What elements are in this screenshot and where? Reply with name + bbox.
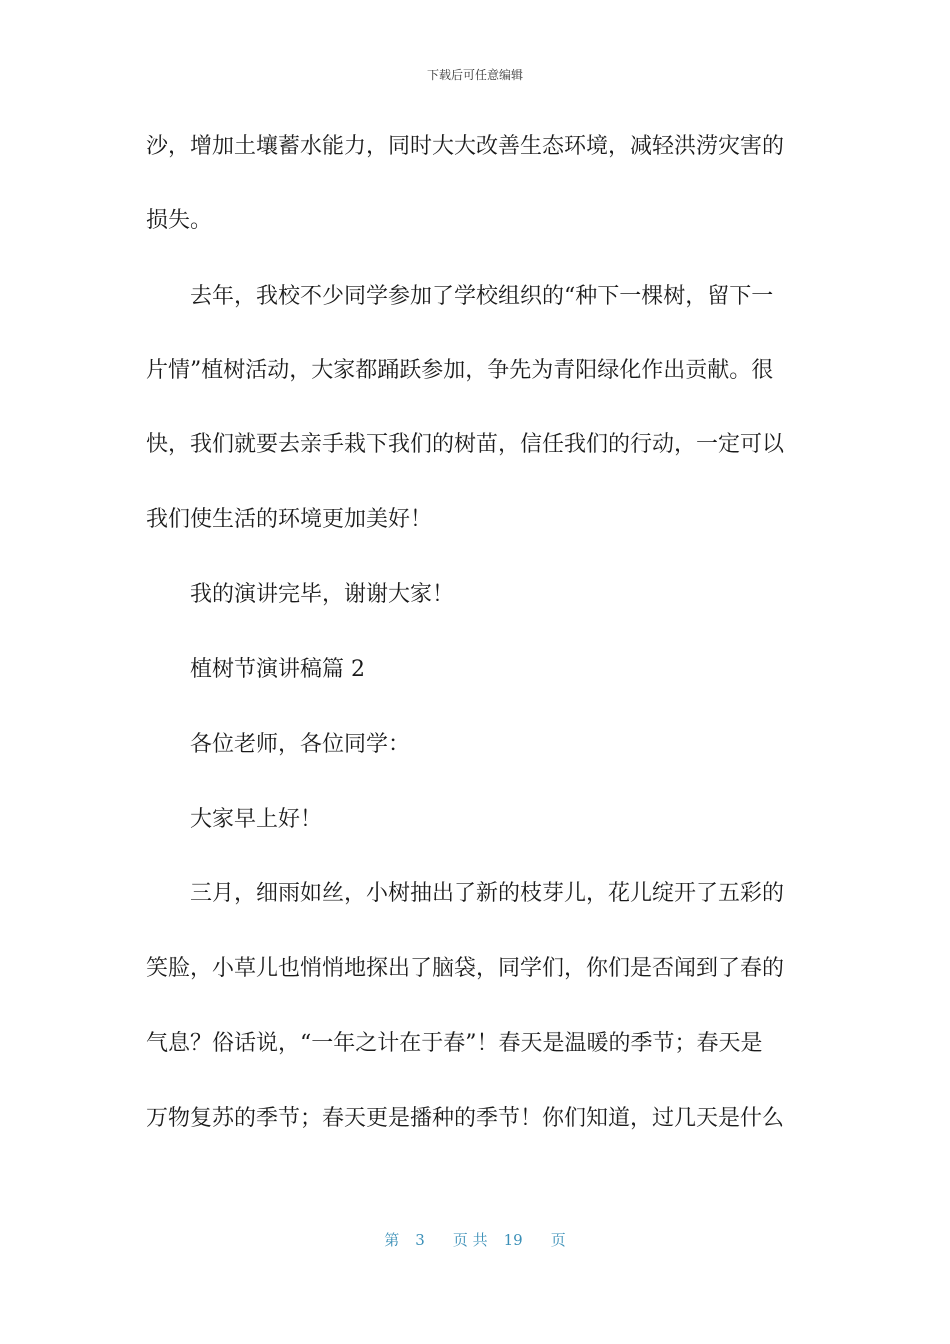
body-line-11: 三月，细雨如丝，小树抽出了新的枝芽儿，花儿绽开了五彩的 (190, 881, 785, 906)
footer-page-number: 3 (415, 1231, 425, 1249)
body-line-3: 去年，我校不少同学参加了学校组织的“种下一棵树，留下一 (190, 284, 774, 309)
footer-suffix: 页 (550, 1231, 566, 1249)
salutation: 各位老师，各位同学： (190, 732, 411, 757)
body-line-14: 万物复苏的季节；春天更是播种的季节！你们知道，过几天是什么 (146, 1106, 785, 1131)
body-line-2: 损失。 (146, 208, 213, 233)
body-line-13: 气息？俗话说，“一年之计在于春”！春天是温暖的季节；春天是 (146, 1031, 763, 1056)
greeting: 大家早上好！ (190, 807, 323, 832)
body-line-5: 快，我们就要去亲手栽下我们的树苗，信任我们的行动，一定可以 (146, 432, 785, 457)
body-line-6: 我们使生活的环境更加美好！ (146, 507, 433, 532)
footer-total-pages: 19 (503, 1231, 523, 1249)
body-line-4: 片情”植树活动，大家都踊跃参加，争先为青阳绿化作出贡献。很 (146, 358, 774, 383)
footer-middle: 页 共 (452, 1231, 488, 1249)
footer-prefix: 第 (384, 1231, 400, 1249)
page-footer (0, 1229, 950, 1250)
body-line-1: 沙，增加土壤蓄水能力，同时大大改善生态环境，减轻洪涝灾害的 (146, 134, 785, 159)
body-line-12: 笑脸，小草儿也悄悄地探出了脑袋，同学们，你们是否闻到了春的 (146, 956, 785, 981)
section-heading: 植树节演讲稿篇 2 (190, 657, 365, 682)
page-header: 下载后可任意编辑 (426, 68, 523, 82)
body-line-7: 我的演讲完毕，谢谢大家！ (190, 582, 455, 607)
